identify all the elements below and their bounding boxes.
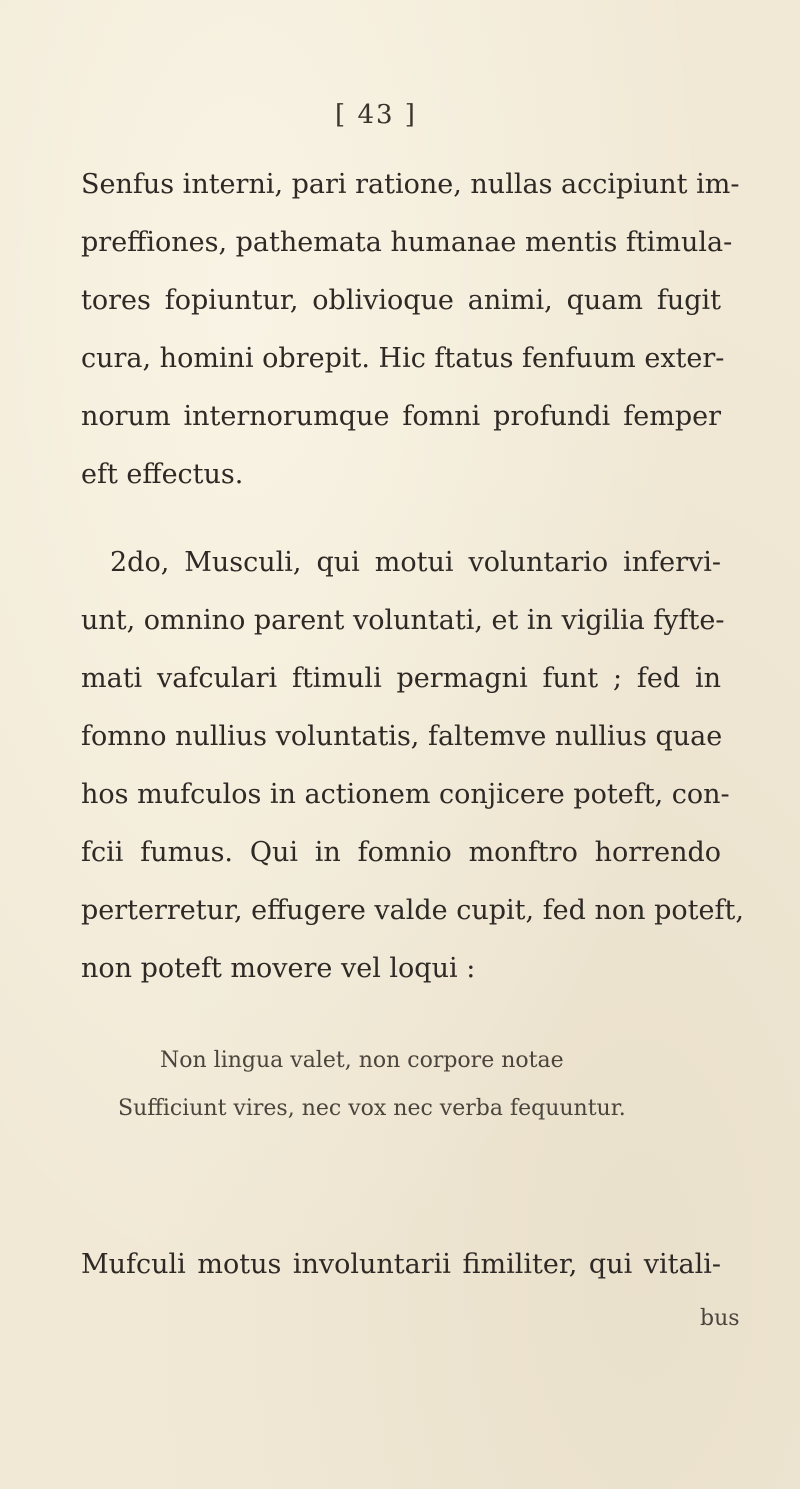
text-line: hos mufculos in actionem conjicere poteft, con- [81,779,730,810]
verse-line: Non lingua valet, non corpore notae [160,1048,564,1073]
text-line: fomno nullius voluntatis, faltemve nullius quae [81,721,723,752]
verse-line: Sufficiunt vires, nec vox nec verba fequuntur. [118,1096,626,1121]
text-line: eft effectus. [81,459,244,490]
text-line: non poteft movere vel loqui : [81,953,476,984]
text-line: Mufculi motus involuntarii fimiliter, qui vitali- [81,1249,721,1280]
text-line: Senfus interni, pari ratione, nullas accipiunt im- [81,169,740,200]
text-line: perterretur, effugere valde cupit, fed non poteft, [81,895,744,926]
text-line: norum internorumque fomni profundi femper [81,401,721,432]
text-line: fcii fumus. Qui in fomnio monftro horrendo [81,837,721,868]
text-line: tores fopiuntur, oblivioque animi, quam fugit [81,285,721,316]
text-line: cura, homini obrepit. Hic ftatus fenfuum exter- [81,343,725,374]
text-line: 2do, Musculi, qui motui voluntario infervi- [110,547,721,578]
page-number: [ 43 ] [335,100,417,130]
text-line: mati vafculari ftimuli permagni funt ; fed in [81,663,721,694]
text-line: unt, omnino parent voluntati, et in vigilia fyfte- [81,605,725,636]
text-line: preffiones, pathemata humanae mentis ftimula- [81,227,733,258]
catchword: bus [700,1306,740,1331]
